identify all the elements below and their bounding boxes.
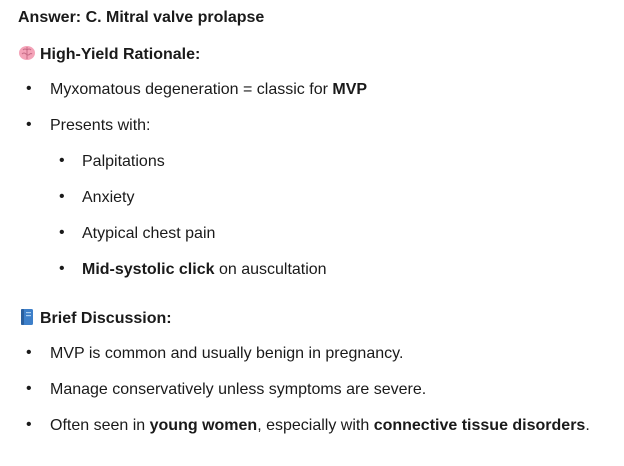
list-item: [50, 344, 403, 364]
bullet-dot: •: [26, 416, 32, 433]
rationale-title: High-Yield Rationale:: [40, 46, 201, 63]
bullet-dot: •: [59, 224, 65, 241]
bullet-dot: •: [59, 260, 65, 277]
bullet-dot: •: [59, 188, 65, 205]
rationale-heading: [18, 44, 200, 65]
list-item: [50, 80, 367, 100]
list-item-text: Presents with:: [50, 117, 151, 134]
list-item-text: MVP is common and usually benign in pregnancy.: [50, 345, 404, 362]
discussion-heading: [18, 308, 172, 329]
bullet-dot: •: [26, 116, 32, 133]
bullet-dot: •: [26, 344, 32, 361]
list-item-text: , especially with: [257, 417, 374, 434]
list-item-text: Often seen in: [50, 417, 150, 434]
list-item-text: Manage conservatively unless symptoms are severe.: [50, 381, 427, 398]
sub-list-item-text: Palpitations: [82, 153, 165, 170]
sub-list-item-bold: Mid-systolic click: [82, 261, 215, 278]
sub-list-item: [82, 260, 327, 280]
discussion-title: Brief Discussion:: [40, 310, 172, 327]
blue-book-icon: [18, 308, 36, 326]
sub-list-item-text: on auscultation: [214, 261, 327, 278]
answer-heading: [18, 8, 264, 28]
sub-list-item: [82, 188, 134, 208]
answer-text: Answer: C. Mitral valve prolapse: [18, 9, 265, 26]
list-item-bold: MVP: [332, 81, 368, 98]
sub-list-item: [82, 152, 165, 172]
brain-icon: [18, 44, 36, 62]
sub-list-item-text: Anxiety: [82, 189, 135, 206]
bullet-dot: •: [26, 80, 32, 97]
list-item: [50, 380, 426, 400]
list-item: [50, 116, 150, 136]
list-item-bold: connective tissue disorders: [373, 417, 586, 434]
list-item-text: .: [585, 417, 590, 434]
list-item: [50, 416, 590, 436]
bullet-dot: •: [59, 152, 65, 169]
sub-list-item-text: Atypical chest pain: [82, 225, 216, 242]
sub-list-item: [82, 224, 215, 244]
bullet-dot: •: [26, 380, 32, 397]
list-item-bold: young women: [149, 417, 258, 434]
list-item-text: Myxomatous degeneration = classic for: [50, 81, 333, 98]
